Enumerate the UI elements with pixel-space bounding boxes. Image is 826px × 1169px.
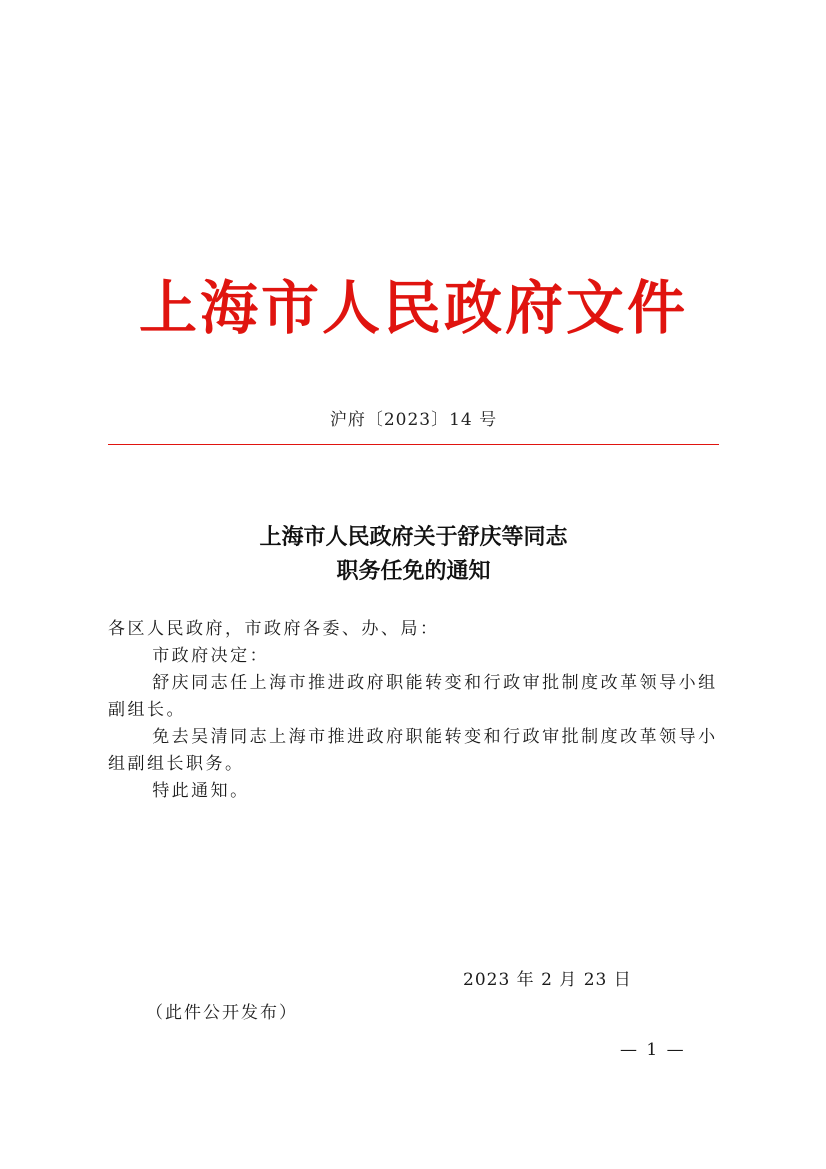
issue-date: 2023 年 2 月 23 日 [463,970,632,990]
appointment-paragraph: 舒庆同志任上海市推进政府职能转变和行政审批制度改革领导小组副组长。 [108,673,718,720]
document-title [108,520,719,588]
closing-paragraph: 特此通知。 [152,781,250,801]
page-number: — 1 — [620,1040,686,1060]
document-number: 沪府〔2023〕14 号 [329,410,498,430]
document-body [108,616,719,805]
intro-paragraph: 市政府决定： [152,646,270,666]
document-header-title: 上海市人民政府文件 [138,274,688,342]
salutation: 各区人民政府，市政府各委、办、局： [108,619,440,639]
red-divider-line [108,444,719,445]
document-title-line-1: 上海市人民政府关于舒庆等同志 [259,524,568,550]
removal-paragraph: 免去吴清同志上海市推进政府职能转变和行政审批制度改革领导小组副组长职务。 [108,727,718,774]
document-title-line-2: 职务任免的通知 [336,558,491,584]
publish-note: （此件公开发布） [146,1003,298,1023]
